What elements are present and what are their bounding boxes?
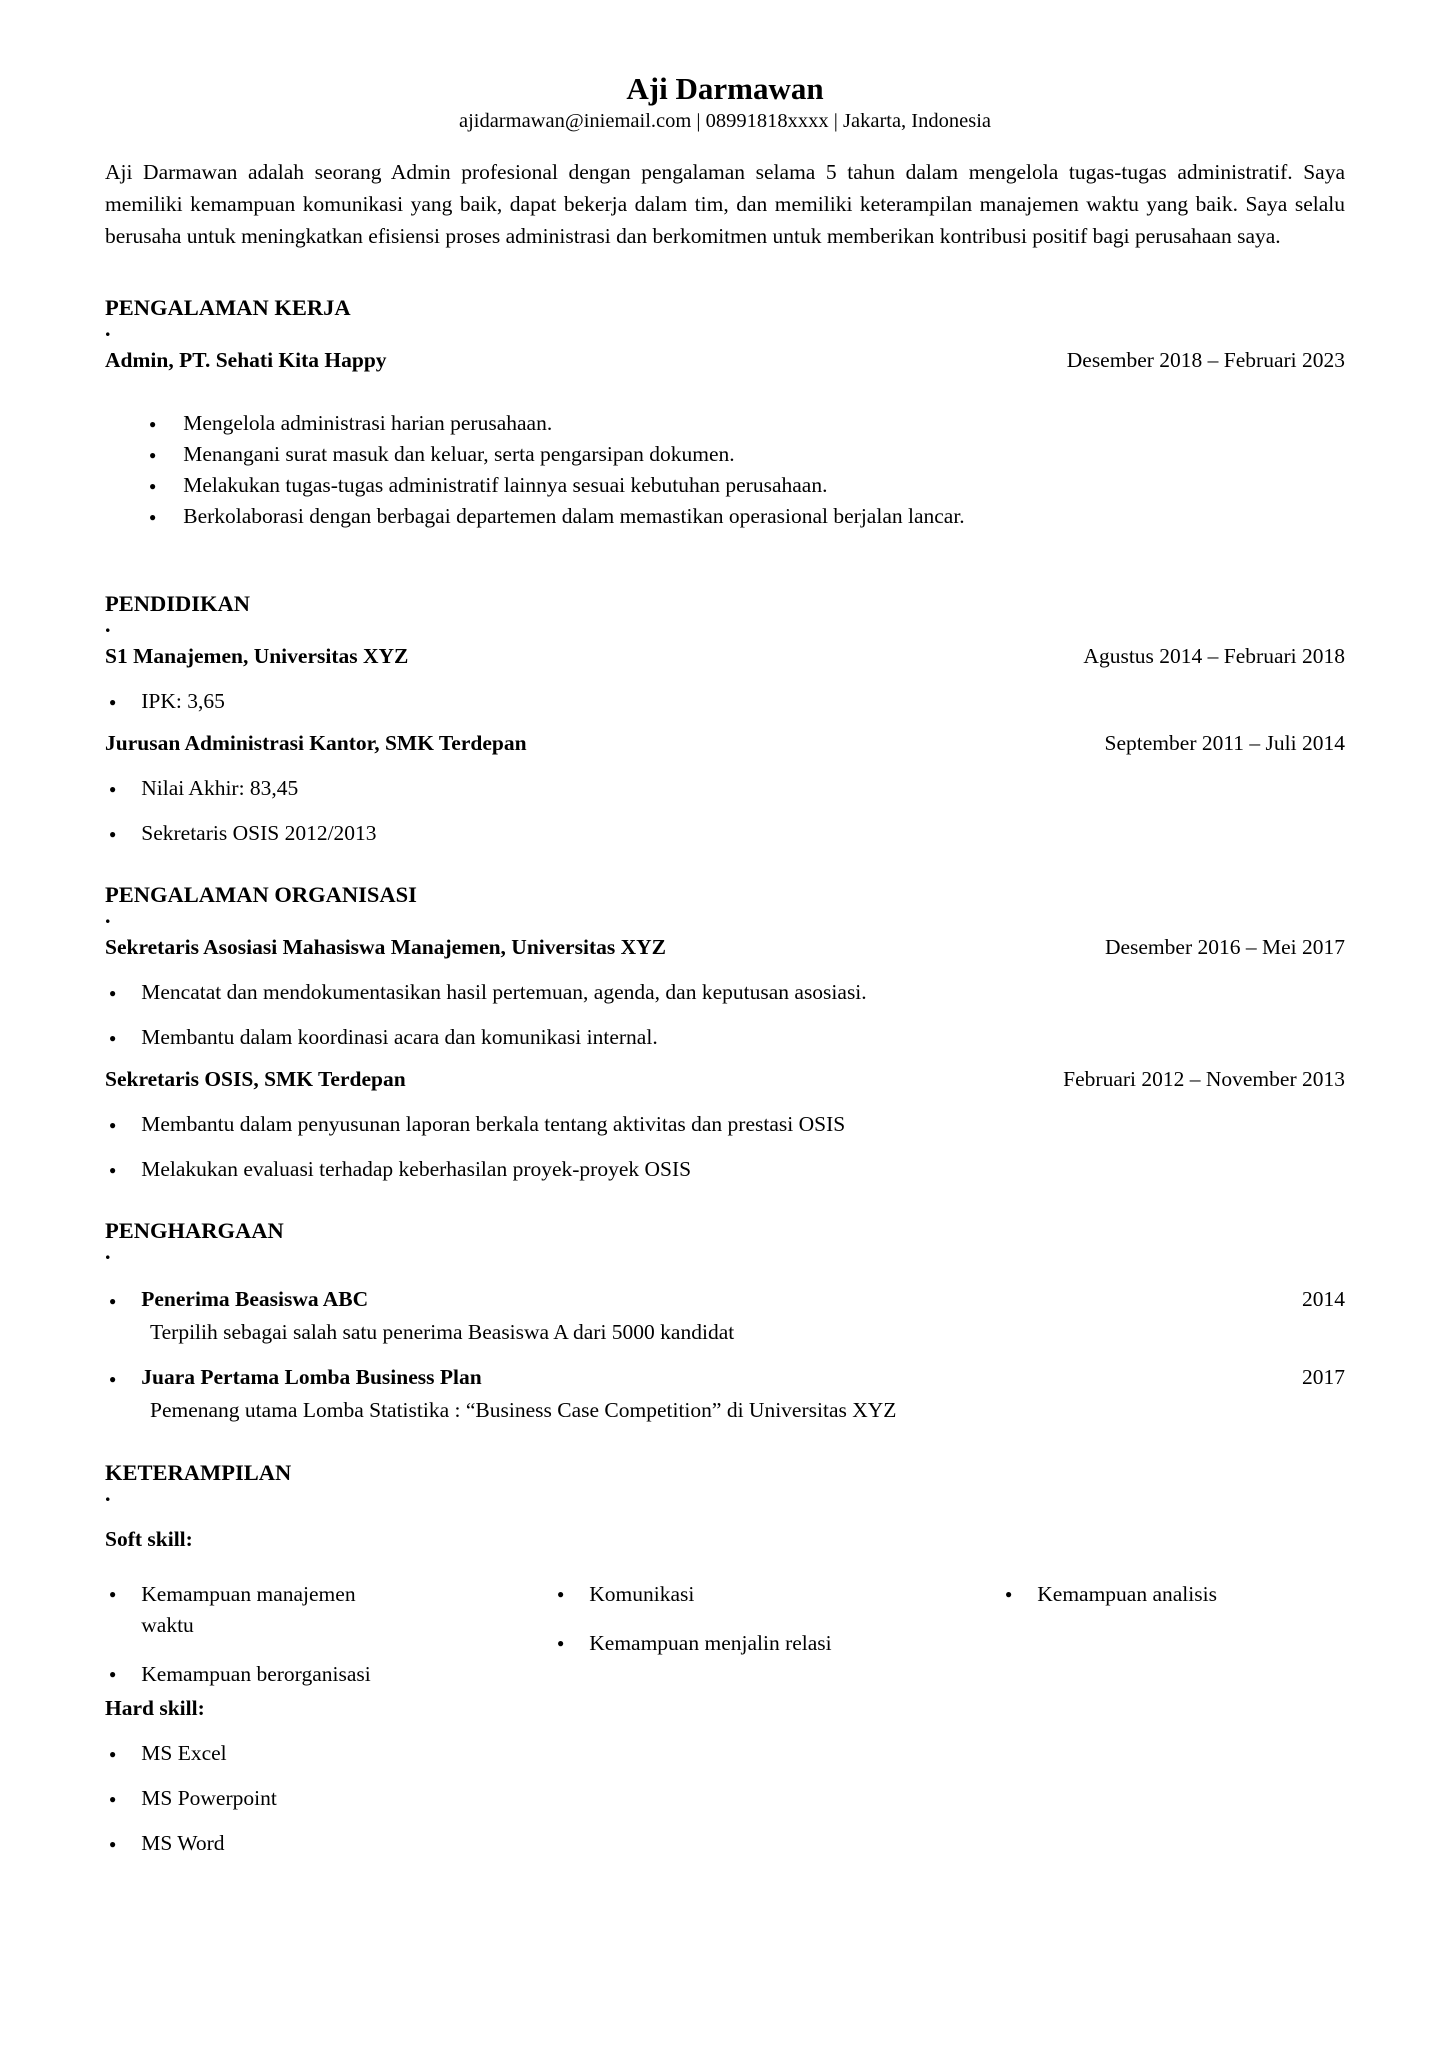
organization-bullet-list <box>105 1110 1345 1183</box>
section-organization <box>105 881 1345 1183</box>
awards-section-heading: PENGHARGAAN <box>105 1218 284 1243</box>
education-bullet-list <box>105 774 1345 847</box>
education-section-heading: PENDIDIKAN <box>105 591 251 616</box>
soft-skill-column <box>1001 1579 1345 1708</box>
education-entry-header <box>105 729 1345 757</box>
section-heading-block <box>105 1459 1345 1506</box>
work-entry-date: Desember 2018 – Februari 2023 <box>1066 348 1345 372</box>
soft-skill-item <box>557 1628 1001 1659</box>
award-title: Penerima Beasiswa ABC <box>141 1287 369 1311</box>
education-entry-date: Agustus 2014 – Februari 2018 <box>1083 644 1345 668</box>
award-description: Terpilih sebagai salah satu penerima Beasiswa A dari 5000 kandidat <box>150 1320 735 1344</box>
soft-skill-item <box>557 1579 1001 1610</box>
work-bullet-text: ● Melakukan tugas-tugas administratif lainnya sesuai kebutuhan perusahaan. <box>183 473 828 497</box>
soft-skill-label: Soft skill: <box>105 1527 193 1551</box>
award-title: Juara Pertama Lomba Business Plan <box>141 1365 482 1389</box>
organization-bullet-list <box>105 978 1345 1051</box>
organization-section-heading: PENGALAMAN ORGANISASI <box>105 882 417 907</box>
work-bullet-text: ● Menangani surat masuk dan keluar, serta pengarsipan dokumen. <box>183 442 735 466</box>
hard-skill-label: Hard skill: <box>105 1696 205 1720</box>
work-entry-title: Admin, PT. Sehati Kita Happy <box>105 348 387 372</box>
work-bullet <box>149 439 1345 470</box>
hard-skill-item <box>109 1784 1345 1812</box>
soft-skill-item <box>1005 1579 1345 1610</box>
section-skills <box>105 1459 1345 1857</box>
hard-skill-text: ● MS Powerpoint <box>141 1786 277 1810</box>
contact-line: ajidarmawan@iniemail.com | 08991818xxxx | Jakarta, Indonesia <box>458 110 992 132</box>
hard-skill-text: ● MS Word <box>141 1831 225 1855</box>
work-bullet-list <box>105 408 1345 532</box>
soft-skill-item <box>109 1659 553 1690</box>
education-entry-title: Jurusan Administrasi Kantor, SMK Terdepan <box>105 731 527 755</box>
organization-entry-header <box>105 1065 1345 1093</box>
education-entry <box>105 642 1345 715</box>
bullet-marker-icon: ● <box>109 1294 117 1308</box>
organization-entry-header <box>105 933 1345 961</box>
organization-bullet <box>109 1023 1345 1051</box>
soft-skill-text: ● Kemampuan analisis <box>1037 1582 1217 1606</box>
award-entry <box>105 1363 1345 1425</box>
education-bullet <box>109 819 1345 847</box>
soft-skill-column <box>553 1579 1001 1708</box>
skills-section-heading: KETERAMPILAN <box>105 1460 292 1485</box>
award-year: 2017 <box>1302 1365 1345 1389</box>
organization-bullet-text: ● Membantu dalam penyusunan laporan berkala tentang aktivitas dan prestasi OSIS <box>141 1112 846 1136</box>
organization-entry-date: Februari 2012 – November 2013 <box>1063 1067 1345 1091</box>
education-entry <box>105 729 1345 847</box>
soft-skill-item <box>109 1579 553 1641</box>
heading-dot: . <box>105 903 111 928</box>
organization-entry-title: Sekretaris Asosiasi Mahasiswa Manajemen, Universitas XYZ <box>105 935 666 959</box>
bullet-marker-icon: ● <box>109 1372 117 1386</box>
work-entry-header <box>105 346 1345 374</box>
work-bullet-text: ● Berkolaborasi dengan berbagai departemen dalam memastikan operasional berjalan lancar. <box>183 504 965 528</box>
organization-bullet-text: ● Membantu dalam koordinasi acara dan komunikasi internal. <box>141 1025 658 1049</box>
hard-skill-item <box>109 1829 1345 1857</box>
award-entry-header <box>109 1285 1345 1317</box>
work-bullet <box>149 501 1345 532</box>
soft-skill-text: ● Komunikasi <box>589 1582 695 1606</box>
education-entry-title: S1 Manajemen, Universitas XYZ <box>105 644 409 668</box>
education-bullet <box>109 687 1345 715</box>
organization-bullet-text: ● Mencatat dan mendokumentasikan hasil pertemuan, agenda, dan keputusan asosiasi. <box>141 980 867 1004</box>
education-bullet-list <box>105 687 1345 715</box>
award-description: Pemenang utama Lomba Statistika : “Business Case Competition” di Universitas XYZ <box>150 1398 897 1422</box>
soft-skill-text: ● Kemampuan berorganisasi <box>141 1662 371 1686</box>
organization-bullet <box>109 1155 1345 1183</box>
organization-entry <box>105 933 1345 1051</box>
work-bullet-text: ● Mengelola administrasi harian perusahaan. <box>183 411 553 435</box>
heading-dot: . <box>105 1239 111 1264</box>
education-bullet-text: ● Sekretaris OSIS 2012/2013 <box>141 821 377 845</box>
heading-dot: . <box>105 1481 111 1506</box>
award-entry-header <box>109 1363 1345 1395</box>
section-heading-block <box>105 294 1345 341</box>
award-entry <box>105 1285 1345 1347</box>
soft-skill-column <box>105 1579 553 1708</box>
resume-name: Aji Darmawan <box>626 71 824 106</box>
organization-entry-date: Desember 2016 – Mei 2017 <box>1104 935 1345 959</box>
education-bullet-text: ● Nilai Akhir: 83,45 <box>141 776 299 800</box>
education-bullet <box>109 774 1345 802</box>
organization-bullet <box>109 978 1345 1006</box>
section-education <box>105 590 1345 847</box>
education-bullet-text: ● IPK: 3,65 <box>141 689 225 713</box>
work-entry <box>105 346 1345 532</box>
organization-entry <box>105 1065 1345 1183</box>
organization-entry-title: Sekretaris OSIS, SMK Terdepan <box>105 1067 406 1091</box>
education-entry-date: September 2011 – Juli 2014 <box>1104 731 1345 755</box>
soft-skill-grid <box>105 1579 1345 1708</box>
award-year: 2014 <box>1302 1287 1345 1311</box>
heading-dot: . <box>105 316 111 341</box>
work-section-heading: PENGALAMAN KERJA <box>105 295 351 320</box>
section-heading-block <box>105 1217 1345 1264</box>
organization-bullet-text: ● Melakukan evaluasi terhadap keberhasilan proyek-proyek OSIS <box>141 1157 692 1181</box>
hard-skill-list <box>105 1739 1345 1857</box>
soft-skill-text: ● Kemampuan manajemen waktu <box>141 1582 356 1637</box>
education-entry-header <box>105 642 1345 670</box>
heading-dot: . <box>105 612 111 637</box>
section-work <box>105 294 1345 532</box>
work-bullet <box>149 408 1345 439</box>
section-heading-block <box>105 590 1345 637</box>
section-heading-block <box>105 881 1345 928</box>
hard-skill-item <box>109 1739 1345 1767</box>
soft-skill-text: ● Kemampuan menjalin relasi <box>589 1631 832 1655</box>
section-awards <box>105 1217 1345 1425</box>
hard-skill-text: ● MS Excel <box>141 1741 227 1765</box>
summary-paragraph: Aji Darmawan adalah seorang Admin profesional dengan pengalaman selama 5 tahun dalam mengelola tugas-tugas administratif. Saya memiliki kemampuan komunikasi yang baik, dapat bekerja dalam tim, dan memiliki keterampilan manajemen waktu yang baik. Saya selalu berusaha untuk meningkatkan efisiensi proses administrasi dan berkomitmen untuk memberikan kontribusi positif bagi perusahaan saya. <box>105 160 1345 248</box>
work-bullet <box>149 470 1345 501</box>
organization-bullet <box>109 1110 1345 1138</box>
